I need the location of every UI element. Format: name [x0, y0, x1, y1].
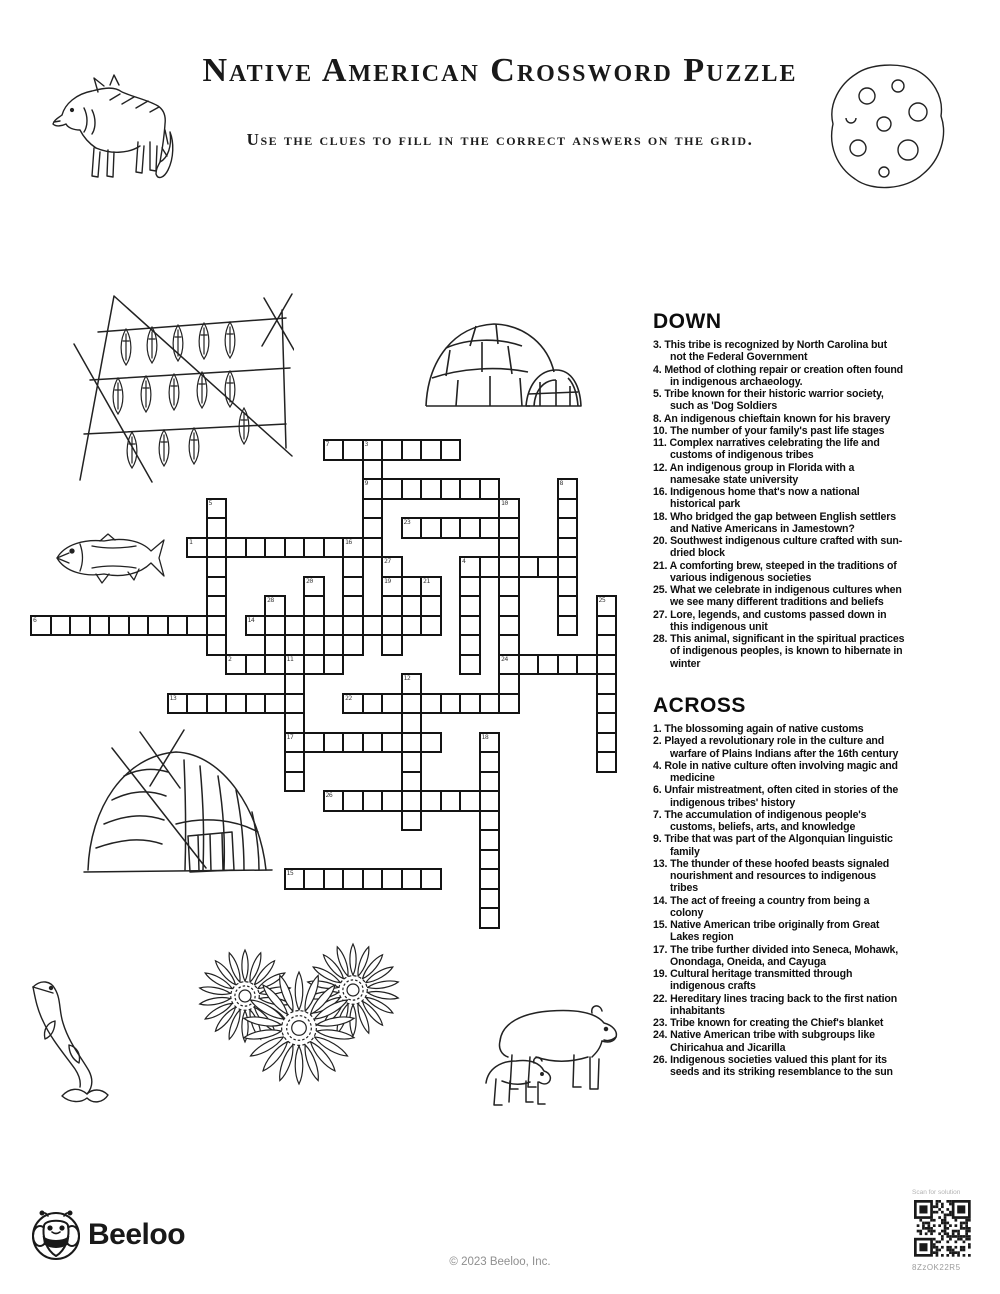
grid-cell[interactable]: [420, 595, 442, 617]
grid-cell[interactable]: [303, 576, 325, 598]
grid-cell[interactable]: [342, 595, 364, 617]
page-title: Native American Crossword Puzzle: [202, 52, 798, 89]
grid-cell[interactable]: [147, 615, 169, 637]
grid-cell[interactable]: [50, 615, 72, 637]
salmon-icon: [52, 532, 168, 586]
grid-cell[interactable]: [284, 693, 306, 715]
clue-item: 28. This animal, significant in the spiritual practices of indigenous peoples, is known to hibernate in winter: [653, 633, 905, 670]
cell-number: 6: [33, 615, 37, 624]
cell-number: 7: [325, 440, 329, 448]
grid-cell[interactable]: [420, 693, 442, 715]
grid-cell[interactable]: [362, 478, 384, 500]
grid-cell[interactable]: [596, 595, 618, 617]
clue-item: 6. Unfair mistreatment, often cited in stories of the indigenous tribes' history: [653, 784, 899, 809]
cell-number: 23: [403, 518, 411, 526]
grid-cell[interactable]: [479, 732, 501, 754]
cell-number: 25: [598, 596, 606, 604]
grid-cell[interactable]: [381, 576, 403, 598]
grid-cell[interactable]: [381, 634, 403, 656]
grid-cell[interactable]: [381, 693, 403, 715]
clue-item: 5. Tribe known for their historic warrior society, such as 'Dog Soldiers: [653, 388, 884, 413]
grid-cell[interactable]: [342, 790, 364, 812]
copyright-text: © 2023 Beeloo, Inc.: [449, 1256, 551, 1268]
grid-cell[interactable]: [596, 751, 618, 773]
grid-cell[interactable]: [167, 615, 189, 637]
grid-cell[interactable]: [401, 771, 423, 793]
grid-cell[interactable]: [245, 615, 267, 637]
grid-cell[interactable]: [459, 634, 481, 656]
grid-cell[interactable]: [459, 693, 481, 715]
clue-item: 27. Lore, legends, and customs passed down in this indigenous unit: [653, 608, 887, 633]
grid-cell[interactable]: [459, 556, 481, 578]
grid-cell[interactable]: [342, 693, 364, 715]
sunflowers-icon: [183, 928, 411, 1106]
grid-cell[interactable]: [284, 732, 306, 754]
grid-cell[interactable]: [323, 439, 345, 461]
grid-cell[interactable]: [498, 654, 520, 676]
wolf-icon: [40, 70, 190, 185]
grid-cell[interactable]: [596, 693, 618, 715]
grid-cell[interactable]: [479, 478, 501, 500]
grid-cell[interactable]: [537, 654, 559, 676]
grid-cell[interactable]: [518, 556, 540, 578]
grid-cell[interactable]: [459, 654, 481, 676]
grid-cell[interactable]: [479, 556, 501, 578]
grid-cell[interactable]: [206, 576, 228, 598]
grid-cell[interactable]: [167, 693, 189, 715]
clue-item: 21. A comforting brew, steeped in the traditions of various indigenous societies: [653, 559, 897, 584]
grid-cell[interactable]: [596, 712, 618, 734]
grid-cell[interactable]: [459, 517, 481, 539]
grid-cell[interactable]: [303, 654, 325, 676]
cell-number: 13: [169, 693, 177, 702]
clue-item: 22. Hereditary lines tracing back to the first nation inhabitants: [653, 992, 898, 1017]
grid-cell[interactable]: [440, 478, 462, 500]
grid-cell[interactable]: [362, 868, 384, 890]
cell-number: 1: [189, 537, 193, 546]
grid-cell[interactable]: [264, 595, 286, 617]
cell-number: 28: [267, 596, 274, 604]
grid-cell[interactable]: [206, 693, 228, 715]
grid-cell[interactable]: [557, 537, 579, 559]
clue-item: 18. Who bridged the gap between English settlers and Native Americans in Jamestown?: [653, 510, 896, 535]
grid-cell[interactable]: [264, 634, 286, 656]
clue-item: 7. The accumulation of indigenous people's customs, beliefs, arts, and knowledge: [653, 808, 867, 833]
grid-cell[interactable]: [420, 790, 442, 812]
grid-cell[interactable]: [498, 517, 520, 539]
grid-cell[interactable]: [69, 615, 91, 637]
cell-number: 20: [306, 576, 313, 585]
grid-cell[interactable]: [186, 693, 208, 715]
grid-cell[interactable]: [362, 732, 384, 754]
grid-cell[interactable]: [342, 537, 364, 559]
cell-number: 14: [247, 615, 255, 624]
grid-cell[interactable]: [284, 771, 306, 793]
grid-cell[interactable]: [206, 615, 228, 637]
cell-number: 18: [481, 732, 489, 741]
grid-cell[interactable]: [401, 732, 423, 754]
page-subtitle: Use the clues to fill in the correct answers on the grid.: [246, 130, 754, 149]
grid-cell[interactable]: [459, 615, 481, 637]
clue-item: 13. The thunder of these hoofed beasts signaled nourishment and resources to indigenous tribes: [653, 857, 890, 895]
down-heading: DOWN: [653, 310, 722, 333]
qr-code: [914, 1200, 971, 1262]
grid-cell[interactable]: [479, 810, 501, 832]
grid-cell[interactable]: [303, 732, 325, 754]
grid-cell[interactable]: [479, 693, 501, 715]
grid-cell[interactable]: [479, 771, 501, 793]
cell-number: 17: [286, 732, 294, 741]
dolphin-icon: [25, 975, 125, 1105]
across-heading: ACROSS: [653, 694, 746, 717]
grid-cell[interactable]: [342, 576, 364, 598]
cell-number: 19: [384, 576, 391, 585]
grid-cell[interactable]: [479, 907, 501, 929]
grid-cell[interactable]: [323, 615, 345, 637]
qr-caption: Scan for solution: [912, 1189, 961, 1196]
grid-cell[interactable]: [440, 693, 462, 715]
grid-cell[interactable]: [498, 693, 520, 715]
grid-cell[interactable]: [264, 537, 286, 559]
grid-cell[interactable]: [342, 868, 364, 890]
grid-cell[interactable]: [381, 556, 403, 578]
grid-cell[interactable]: [596, 654, 618, 676]
grid-cell[interactable]: [479, 790, 501, 812]
clue-item: 12. An indigenous group in Florida with a namesake state university: [653, 461, 855, 486]
grid-cell[interactable]: [381, 732, 403, 754]
cell-number: 9: [364, 479, 368, 487]
grid-cell[interactable]: [401, 712, 423, 734]
grid-cell[interactable]: [206, 517, 228, 539]
grid-cell[interactable]: [557, 595, 579, 617]
grid-cell[interactable]: [420, 478, 442, 500]
grid-cell[interactable]: [89, 615, 111, 637]
grid-cell[interactable]: [459, 478, 481, 500]
grid-cell[interactable]: [381, 868, 403, 890]
grid-cell[interactable]: [264, 615, 286, 637]
grid-cell[interactable]: [401, 810, 423, 832]
cell-number: 21: [423, 576, 430, 585]
grid-cell[interactable]: [362, 615, 384, 637]
grid-cell[interactable]: [362, 459, 384, 481]
beeloo-bee-logo-icon: [30, 1210, 82, 1262]
grid-cell[interactable]: [596, 634, 618, 656]
grid-cell[interactable]: [30, 615, 52, 637]
grid-cell[interactable]: [225, 537, 247, 559]
grid-cell[interactable]: [323, 868, 345, 890]
grid-cell[interactable]: [459, 595, 481, 617]
grid-cell[interactable]: [342, 732, 364, 754]
grid-cell[interactable]: [479, 868, 501, 890]
clue-item: 16. Indigenous home that's now a national historical park: [653, 486, 860, 511]
clue-item: 14. The act of freeing a country from being a colony: [653, 894, 870, 919]
grid-cell[interactable]: [479, 888, 501, 910]
grid-cell[interactable]: [498, 556, 520, 578]
grid-cell[interactable]: [420, 439, 442, 461]
grid-cell[interactable]: [479, 829, 501, 851]
grid-cell[interactable]: [459, 790, 481, 812]
grid-cell[interactable]: [537, 556, 559, 578]
grid-cell[interactable]: [342, 615, 364, 637]
grid-cell[interactable]: [303, 537, 325, 559]
across-clue-list: [653, 723, 905, 1078]
grid-cell[interactable]: [108, 615, 130, 637]
grid-cell[interactable]: [342, 439, 364, 461]
grid-cell[interactable]: [498, 537, 520, 559]
cell-number: 5: [208, 498, 212, 507]
grid-cell[interactable]: [479, 849, 501, 871]
grid-cell[interactable]: [323, 537, 345, 559]
grid-cell[interactable]: [420, 868, 442, 890]
grid-cell[interactable]: [206, 556, 228, 578]
across-clues-section: [653, 694, 905, 1078]
grid-cell[interactable]: [596, 615, 618, 637]
grid-cell[interactable]: [557, 654, 579, 676]
grid-cell[interactable]: [498, 615, 520, 637]
grid-cell[interactable]: [362, 517, 384, 539]
cell-number: 2: [228, 654, 232, 663]
grid-cell[interactable]: [323, 732, 345, 754]
grid-cell[interactable]: [264, 654, 286, 676]
grid-cell[interactable]: [557, 556, 579, 578]
grid-cell[interactable]: [401, 868, 423, 890]
grid-cell[interactable]: [498, 595, 520, 617]
cell-number: 27: [384, 557, 391, 565]
cell-number: 26: [325, 791, 333, 799]
grid-cell[interactable]: [303, 595, 325, 617]
cell-number: 12: [403, 674, 411, 682]
grid-cell[interactable]: [420, 615, 442, 637]
down-clues-section: [653, 310, 905, 670]
grid-cell[interactable]: [498, 634, 520, 656]
grid-cell[interactable]: [362, 537, 384, 559]
clue-item: 15. Native American tribe originally from Great Lakes region: [653, 919, 880, 944]
igloo-icon: [422, 312, 584, 412]
clue-item: 25. What we celebrate in indigenous cultures when we see many different traditions and beliefs: [653, 584, 902, 609]
bear-and-cub-icon: [478, 1005, 624, 1110]
grid-cell[interactable]: [381, 615, 403, 637]
cell-number: 16: [345, 537, 352, 546]
grid-cell[interactable]: [498, 498, 520, 520]
grid-cell[interactable]: [498, 673, 520, 695]
grid-cell[interactable]: [128, 615, 150, 637]
meteorite-rock-icon: [822, 58, 950, 198]
grid-cell[interactable]: [596, 732, 618, 754]
grid-cell[interactable]: [498, 576, 520, 598]
clue-item: 24. Native American tribe with subgroups like Chiricahua and Jicarilla: [653, 1029, 875, 1054]
grid-cell[interactable]: [557, 615, 579, 637]
grid-cell[interactable]: [401, 693, 423, 715]
grid-cell[interactable]: [440, 790, 462, 812]
grid-cell[interactable]: [206, 498, 228, 520]
grid-cell[interactable]: [401, 751, 423, 773]
grid-cell[interactable]: [459, 576, 481, 598]
grid-cell[interactable]: [206, 634, 228, 656]
grid-cell[interactable]: [401, 517, 423, 539]
clue-item: 3. This tribe is recognized by North Carolina but not the Federal Government: [653, 339, 887, 364]
grid-cell[interactable]: [401, 790, 423, 812]
grid-cell[interactable]: [381, 439, 403, 461]
cell-number: 22: [345, 693, 352, 702]
cell-number: 11: [286, 654, 294, 663]
cell-number: 24: [501, 654, 508, 663]
grid-cell[interactable]: [186, 537, 208, 559]
grid-cell[interactable]: [440, 439, 462, 461]
grid-cell[interactable]: [557, 498, 579, 520]
grid-cell[interactable]: [401, 673, 423, 695]
grid-cell[interactable]: [284, 537, 306, 559]
grid-cell[interactable]: [381, 790, 403, 812]
grid-cell[interactable]: [186, 615, 208, 637]
grid-cell[interactable]: [245, 654, 267, 676]
grid-cell[interactable]: [362, 498, 384, 520]
grid-cell[interactable]: [284, 712, 306, 734]
cell-number: 8: [559, 479, 563, 487]
grid-cell[interactable]: [342, 556, 364, 578]
wigwam-icon: [82, 726, 274, 876]
grid-cell[interactable]: [420, 576, 442, 598]
grid-cell[interactable]: [284, 673, 306, 695]
grid-cell[interactable]: [518, 654, 540, 676]
grid-cell[interactable]: [479, 517, 501, 539]
grid-cell[interactable]: [342, 634, 364, 656]
clue-item: 19. Cultural heritage transmitted through indigenous crafts: [653, 968, 853, 993]
clue-item: 4. Role in native culture often involving magic and medicine: [653, 759, 898, 784]
grid-cell[interactable]: [362, 790, 384, 812]
grid-cell[interactable]: [557, 478, 579, 500]
grid-cell[interactable]: [225, 693, 247, 715]
grid-cell[interactable]: [381, 478, 403, 500]
cell-number: 3: [364, 440, 368, 448]
clue-item: 9. Tribe that was part of the Algonquian linguistic family: [653, 833, 893, 858]
clue-item: 26. Indigenous societies valued this plant for its seeds and its striking resemblance to the sun: [653, 1053, 893, 1078]
cell-number: 4: [462, 557, 466, 565]
grid-cell[interactable]: [245, 693, 267, 715]
grid-cell[interactable]: [557, 576, 579, 598]
grid-cell[interactable]: [284, 654, 306, 676]
clue-item: 23. Tribe known for creating the Chief's blanket: [653, 1017, 884, 1029]
clue-item: 10. The number of your family's past life stages: [653, 424, 885, 437]
grid-cell[interactable]: [479, 751, 501, 773]
grid-cell[interactable]: [284, 751, 306, 773]
grid-cell[interactable]: [284, 615, 306, 637]
down-clue-list: [653, 339, 905, 670]
clue-item: 1. The blossoming again of native customs: [653, 723, 864, 735]
clue-item: 11. Complex narratives celebrating the life and customs of indigenous tribes: [653, 437, 880, 462]
grid-cell[interactable]: [362, 693, 384, 715]
grid-cell[interactable]: [401, 615, 423, 637]
grid-cell[interactable]: [401, 478, 423, 500]
grid-cell[interactable]: [206, 537, 228, 559]
brand-wordmark: Beeloo: [88, 1218, 186, 1251]
grid-cell[interactable]: [323, 790, 345, 812]
grid-cell[interactable]: [264, 693, 286, 715]
grid-cell[interactable]: [323, 654, 345, 676]
grid-cell[interactable]: [206, 595, 228, 617]
clue-item: 2. Played a revolutionary role in the culture and warfare of Plains Indians after the 16th century: [653, 735, 899, 760]
grid-cell[interactable]: [401, 576, 423, 598]
grid-cell[interactable]: [420, 517, 442, 539]
fish-drying-rack-icon: [68, 288, 294, 484]
grid-cell[interactable]: [303, 868, 325, 890]
grid-cell[interactable]: [576, 654, 598, 676]
grid-cell[interactable]: [303, 634, 325, 656]
grid-cell[interactable]: [596, 673, 618, 695]
grid-cell[interactable]: [362, 439, 384, 461]
grid-cell[interactable]: [557, 517, 579, 539]
clue-item: 4. Method of clothing repair or creation often found in indigenous archaeology.: [653, 363, 903, 388]
grid-cell[interactable]: [401, 439, 423, 461]
clue-item: 20. Southwest indigenous culture crafted with sun-dried block: [653, 535, 903, 560]
grid-cell[interactable]: [245, 537, 267, 559]
clue-item: 17. The tribe further divided into Seneca, Mohawk, Onondaga, Oneida, and Cayuga: [653, 943, 899, 968]
cell-number: 10: [501, 498, 508, 507]
clue-item: 8. An indigenous chieftain known for his bravery: [653, 412, 891, 425]
qr-code-text: 8ZzOK22R5: [912, 1263, 961, 1272]
grid-cell[interactable]: [303, 615, 325, 637]
grid-cell[interactable]: [420, 732, 442, 754]
grid-cell[interactable]: [381, 595, 403, 617]
grid-cell[interactable]: [440, 517, 462, 539]
grid-cell[interactable]: [284, 868, 306, 890]
grid-cell[interactable]: [225, 654, 247, 676]
cell-number: 15: [286, 869, 294, 877]
